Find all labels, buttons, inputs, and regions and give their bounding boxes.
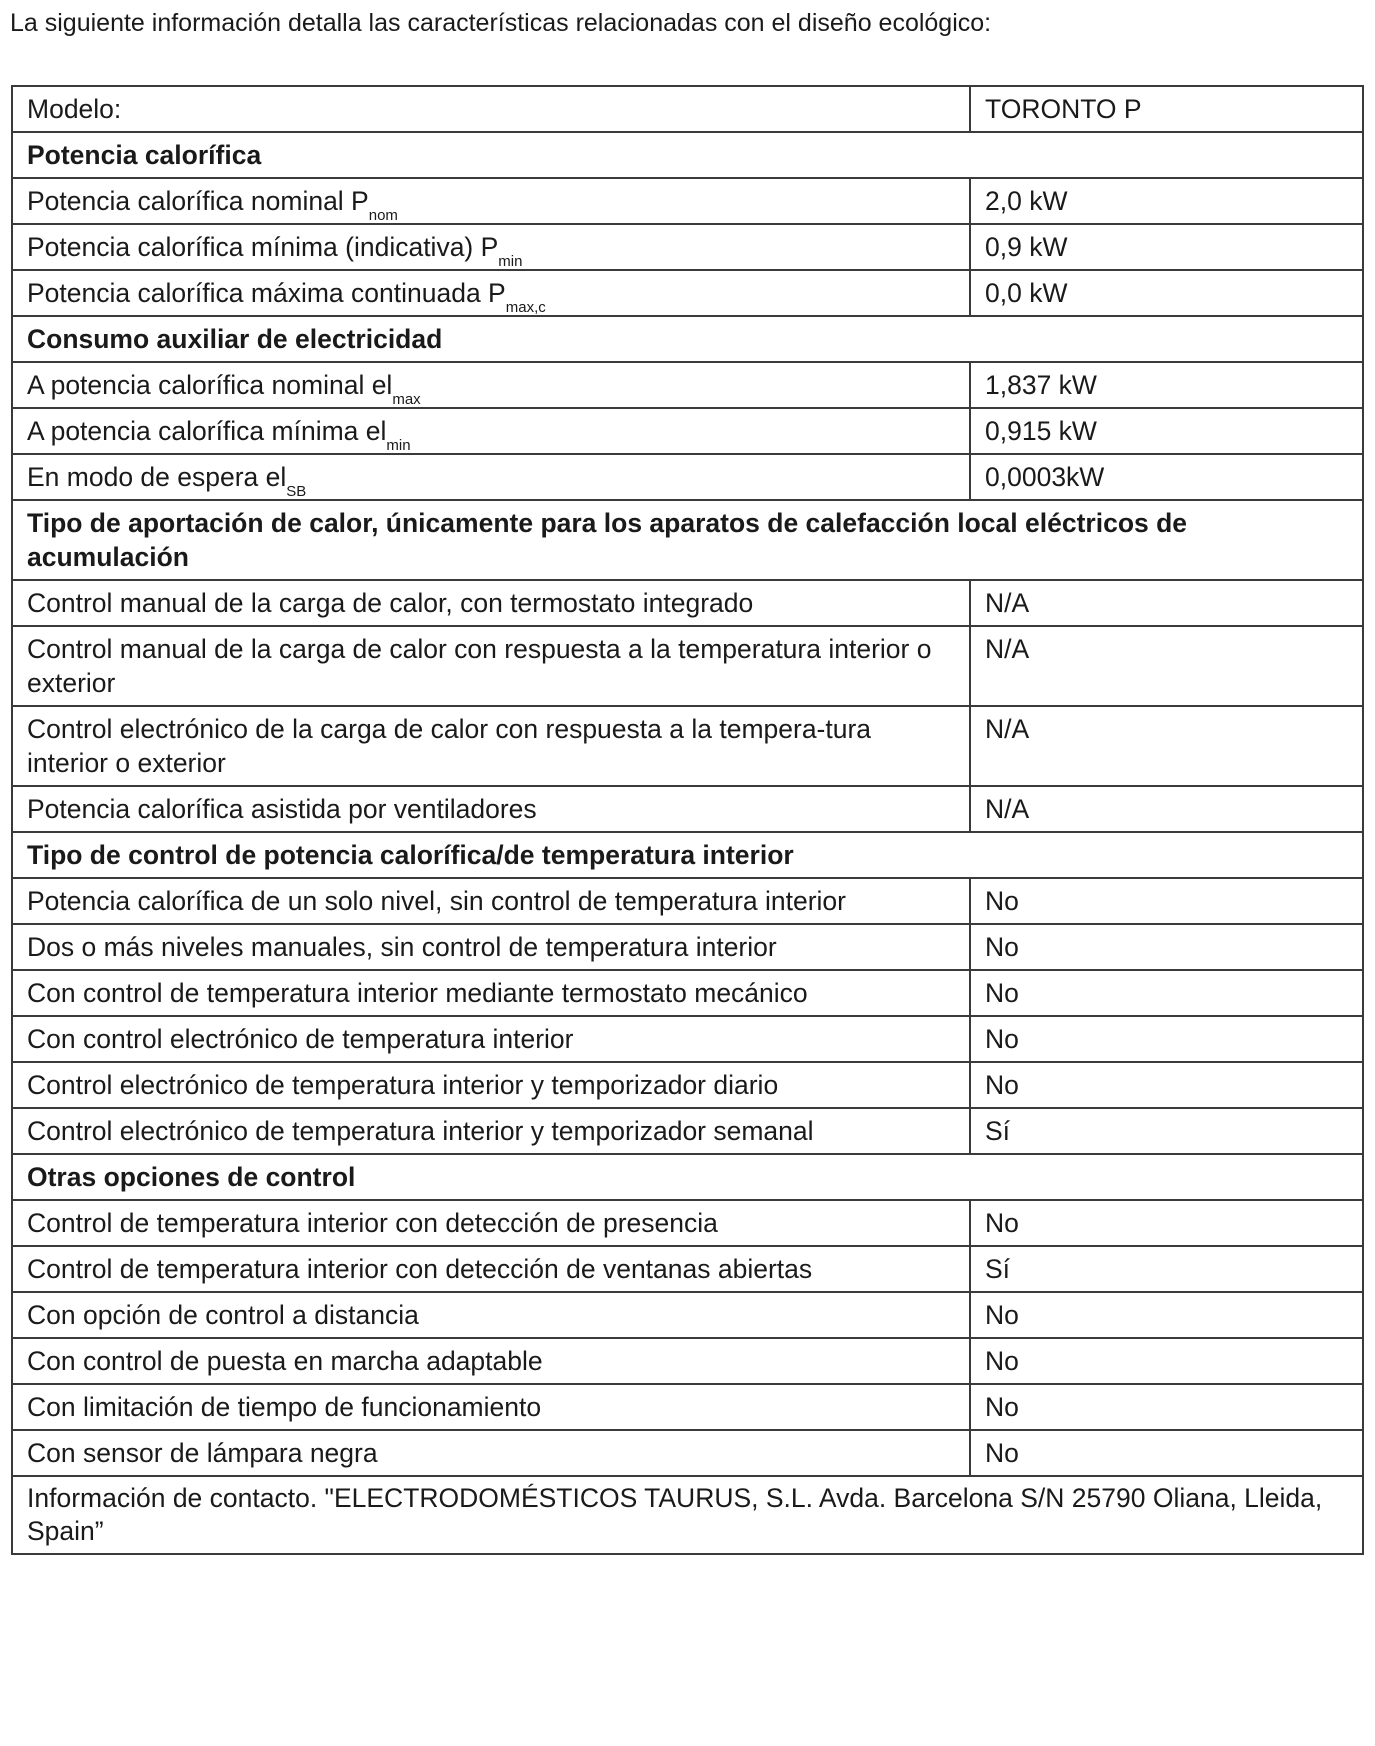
table-row xyxy=(12,270,1363,316)
table-row xyxy=(12,1292,1363,1338)
table-row xyxy=(12,1338,1363,1384)
table-row xyxy=(12,224,1363,270)
row-value: 2,0 kW xyxy=(970,178,1363,224)
row-value: No xyxy=(970,1292,1363,1338)
row-value: Sí xyxy=(970,1108,1363,1154)
section-header xyxy=(12,132,1363,178)
row-label: Potencia calorífica máxima continuada $P_{max,c}$ xyxy=(12,270,970,316)
row-label: Control manual de la carga de calor con respuesta a la temperatura interior o exterior xyxy=(12,626,970,706)
row-label: Control electrónico de temperatura interior y temporizador semanal xyxy=(12,1108,970,1154)
model-row xyxy=(12,86,1363,132)
row-value: 0,9 kW xyxy=(970,224,1363,270)
row-label: Control electrónico de la carga de calor con respuesta a la tempera-tura interior o exterior xyxy=(12,706,970,786)
table-row xyxy=(12,706,1363,786)
table-row xyxy=(12,408,1363,454)
row-value: N/A xyxy=(970,706,1363,786)
table-row xyxy=(12,970,1363,1016)
section-title: Tipo de control de potencia calorífica/de temperatura interior xyxy=(12,832,1363,878)
section-header xyxy=(12,316,1363,362)
table-row xyxy=(12,1062,1363,1108)
row-label: Potencia calorífica nominal $P_{nom}$ xyxy=(12,178,970,224)
row-label: Con sensor de lámpara negra xyxy=(12,1430,970,1476)
row-value: 1,837 kW xyxy=(970,362,1363,408)
model-value: TORONTO P xyxy=(970,86,1363,132)
row-label: Potencia calorífica asistida por ventiladores xyxy=(12,786,970,832)
section-title: Otras opciones de control xyxy=(12,1154,1363,1200)
table-row xyxy=(12,178,1363,224)
contact-row xyxy=(12,1476,1363,1554)
row-label: Control manual de la carga de calor, con termostato integrado xyxy=(12,580,970,626)
section-title: Potencia calorífica xyxy=(12,132,1363,178)
row-label: Con control de puesta en marcha adaptable xyxy=(12,1338,970,1384)
row-value: N/A xyxy=(970,786,1363,832)
table-row xyxy=(12,580,1363,626)
row-value: No xyxy=(970,1016,1363,1062)
table-row xyxy=(12,1246,1363,1292)
table-row xyxy=(12,924,1363,970)
table-row xyxy=(12,1200,1363,1246)
contact-info: Información de contacto. "ELECTRODOMÉSTICOS TAURUS, S.L. Avda. Barcelona S/N 25790 Oliana, Lleida, Spain” xyxy=(12,1476,1363,1554)
row-label: Control electrónico de temperatura interior y temporizador diario xyxy=(12,1062,970,1108)
row-label: Con opción de control a distancia xyxy=(12,1292,970,1338)
table-row xyxy=(12,786,1363,832)
row-value: No xyxy=(970,970,1363,1016)
row-label: Con control electrónico de temperatura interior xyxy=(12,1016,970,1062)
row-value: N/A xyxy=(970,626,1363,706)
section-header xyxy=(12,832,1363,878)
row-label: A potencia calorífica mínima $el_{min}$ xyxy=(12,408,970,454)
table-row xyxy=(12,1430,1363,1476)
row-value: No xyxy=(970,1430,1363,1476)
row-label: Con limitación de tiempo de funcionamiento xyxy=(12,1384,970,1430)
row-value: No xyxy=(970,1062,1363,1108)
table-row xyxy=(12,1108,1363,1154)
row-label: En modo de espera $el_{SB}$ xyxy=(12,454,970,500)
model-label: Modelo: xyxy=(12,86,970,132)
table-row xyxy=(12,1016,1363,1062)
row-value: No xyxy=(970,1384,1363,1430)
table-row xyxy=(12,878,1363,924)
row-value: No xyxy=(970,1200,1363,1246)
row-label: Con control de temperatura interior mediante termostato mecánico xyxy=(12,970,970,1016)
row-label: Control de temperatura interior con detección de ventanas abiertas xyxy=(12,1246,970,1292)
row-label: A potencia calorífica nominal $el_{max}$ xyxy=(12,362,970,408)
table-row xyxy=(12,362,1363,408)
row-value: No xyxy=(970,924,1363,970)
section-title: Consumo auxiliar de electricidad xyxy=(12,316,1363,362)
table-row xyxy=(12,626,1363,706)
intro-text: La siguiente información detalla las características relacionadas con el diseño ecológico: xyxy=(10,9,992,37)
row-value: 0,0003kW xyxy=(970,454,1363,500)
section-header xyxy=(12,1154,1363,1200)
row-label: Dos o más niveles manuales, sin control de temperatura interior xyxy=(12,924,970,970)
row-value: N/A xyxy=(970,580,1363,626)
table-row xyxy=(12,1384,1363,1430)
row-value: Sí xyxy=(970,1246,1363,1292)
row-value: No xyxy=(970,1338,1363,1384)
row-label: Potencia calorífica de un solo nivel, sin control de temperatura interior xyxy=(12,878,970,924)
row-value: No xyxy=(970,878,1363,924)
section-title: Tipo de aportación de calor, únicamente para los aparatos de calefacción local eléctricos de acumulación xyxy=(12,500,1363,580)
row-label: Control de temperatura interior con detección de presencia xyxy=(12,1200,970,1246)
section-header xyxy=(12,500,1363,580)
row-value: 0,0 kW xyxy=(970,270,1363,316)
row-value: 0,915 kW xyxy=(970,408,1363,454)
row-label: Potencia calorífica mínima (indicativa) $P_{min}$ xyxy=(12,224,970,270)
ecodesign-table xyxy=(11,85,1364,1555)
table-row xyxy=(12,454,1363,500)
